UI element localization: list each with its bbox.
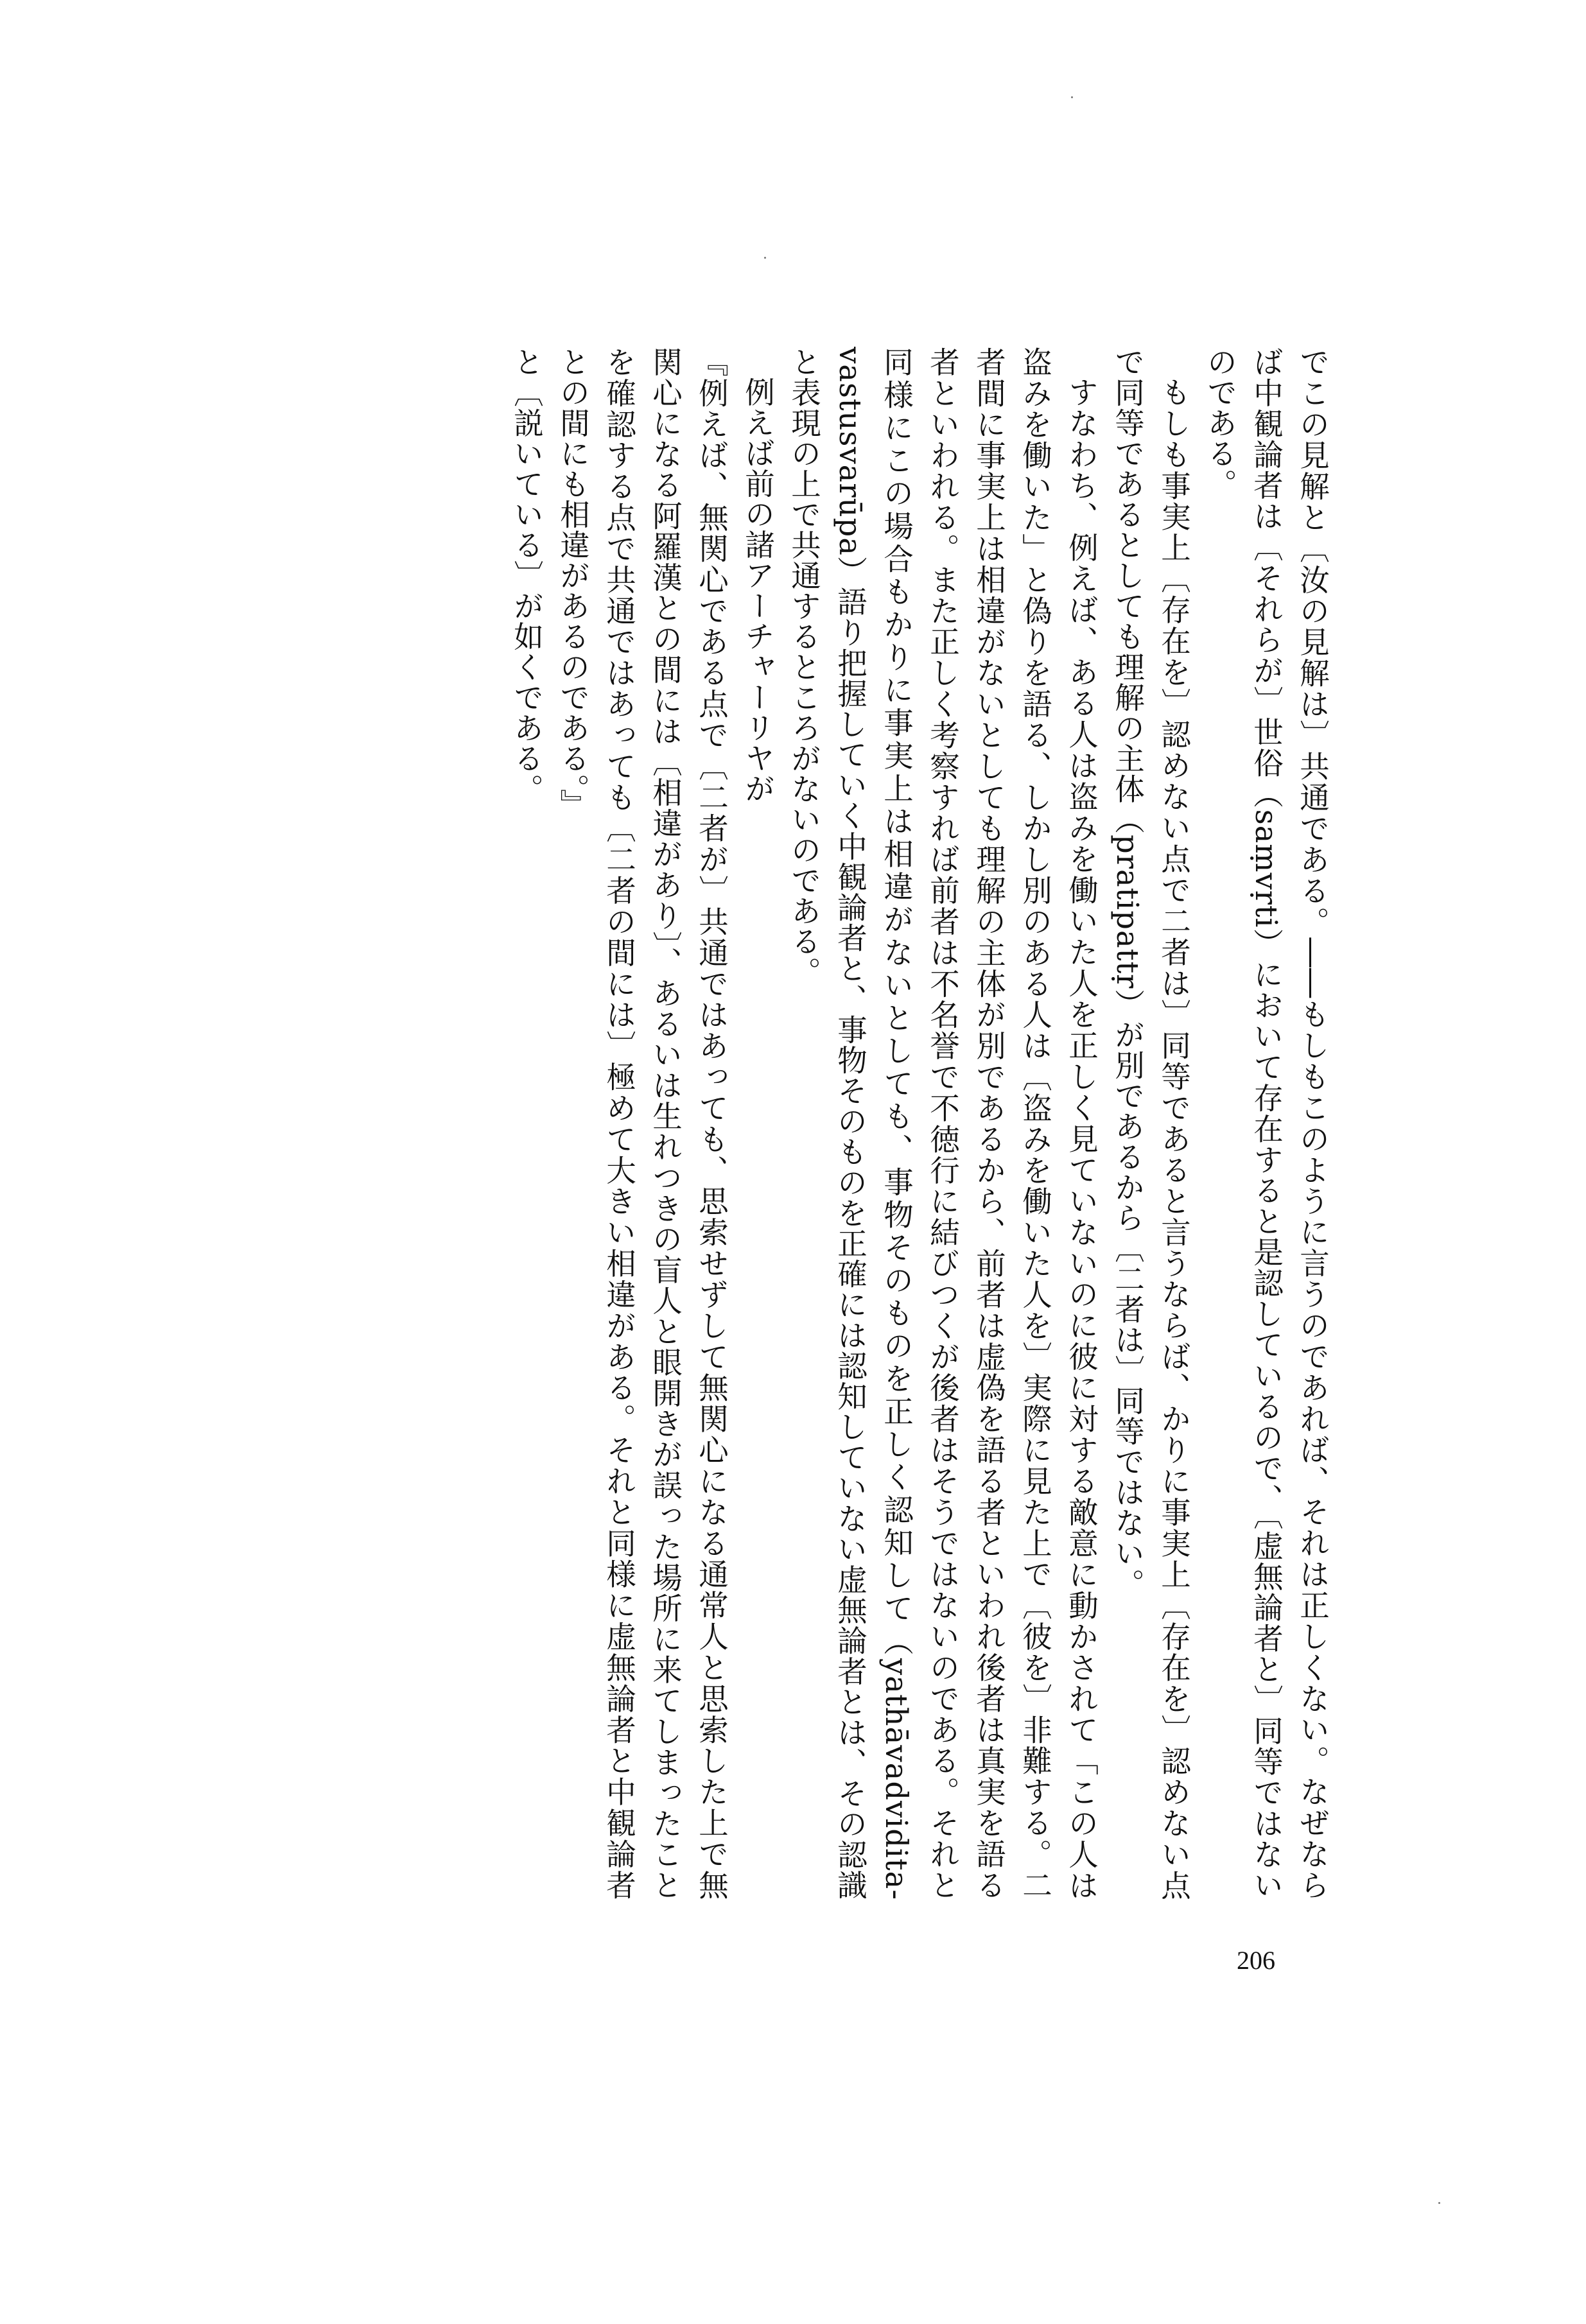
paragraph-1: でこの見解と〔汝の見解は〕共通である。――もしもこのように言うのであれば、それは正しくない。なぜならば中観論者は〔それらが〕世俗（saṃvṛti）において存在すると是認しているので、〔虚無論者と〕同等ではないのである。 <box>1203 347 1330 1900</box>
scan-speck <box>1071 96 1073 98</box>
paragraph-3: すなわち、例えば、ある人は盗みを働いた人を正しく見ていないのに彼に対する敵意に動かされて「この人は盗みを働いた」と偽りを語る、しかし別のある人は〔盗みを働いた人を〕実際に見た上で〔彼を〕非難する。二者間に事実上は相違がないとしても理解の主体が別であるから、前者は虚偽を語る者といわれ後者は真実を語る者といわれる。また正しく考察すれば前者は不名誉で不徳行に結びつくが後者はそうではないのである。それと同様にこの場合もかりに事実上は相違がないとしても、事物そのものを正しく認知して（yathāvadvidita-vastusvarūpa）語り把握していく中観論者と、事物そのものを正確には認知していない虚無論者とは、その認識と表現の上で共通するところがないのである。 <box>787 347 1099 1900</box>
scan-speck <box>1438 2202 1440 2204</box>
quotation: 『例えば、無関心である点で〔二者が〕共通ではあっても、思索せずして無関心になる通常人と思索した上で無関心になる阿羅漢との間には〔相違があり〕、あるいは生れつきの盲人と眼開きが誤った場所に来てしまったことを確認する点で共通ではあっても〔二者の間には〕極めて大きい相違がある。それと同様に虚無論者と中観論者との間にも相違があるのである。』 <box>555 347 729 1900</box>
paragraph-2: もしも事実上〔存在を〕認めない点で二者は〕同等であると言うならば、かりに事実上〔存在を〕認めない点で同等であるとしても理解の主体（pratipattṛ）が別であるから〔二者は〕同等ではない。 <box>1110 347 1191 1900</box>
paragraph-4: 例えば前の諸アーチャーリヤが <box>740 376 775 804</box>
page-number: 206 <box>1237 1946 1275 1975</box>
body-text <box>347 347 1336 1900</box>
paragraph-closing: と〔説いている〕が如くである。 <box>509 347 544 804</box>
scan-speck <box>764 257 766 259</box>
